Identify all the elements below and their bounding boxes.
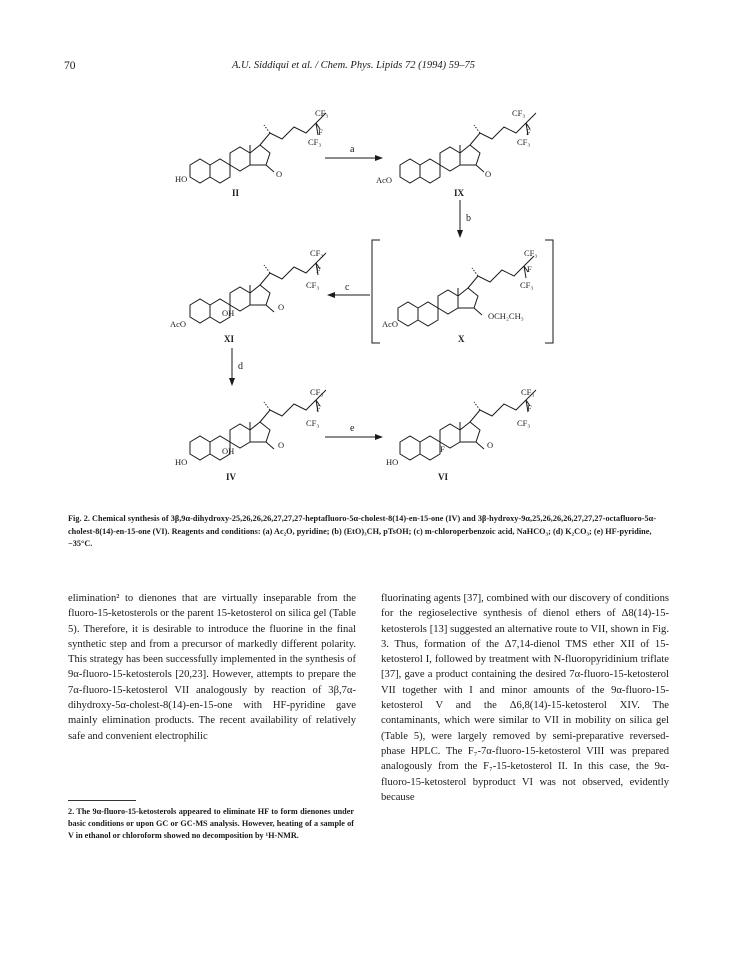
svg-text:CF₃: CF₃ xyxy=(517,418,531,428)
compound-IX-structure xyxy=(376,108,536,198)
body-left-column xyxy=(68,591,356,744)
svg-text:F: F xyxy=(316,265,321,275)
svg-text:CF₃: CF₃ xyxy=(521,387,535,397)
svg-text:d: d xyxy=(238,361,243,372)
svg-text:c: c xyxy=(345,282,350,293)
svg-text:CF₃: CF₃ xyxy=(310,387,324,397)
reaction-scheme xyxy=(0,95,731,495)
svg-text:O: O xyxy=(276,169,283,179)
footnote: 2. The 9α-fluoro-15-ketosterols appeared to eliminate HF to form dienones under basic conditions or upon GC or GC-MS analysis. However, heating of a sample of V in ethanol or chloroform showed no decomposition by ¹H-NMR. xyxy=(68,807,354,841)
svg-text:CF₃: CF₃ xyxy=(520,280,534,290)
svg-text:HO: HO xyxy=(175,174,188,184)
svg-text:CF₃: CF₃ xyxy=(524,248,538,258)
svg-text:CF₃: CF₃ xyxy=(308,137,322,147)
svg-text:b: b xyxy=(466,213,471,224)
svg-text:e: e xyxy=(350,423,355,434)
svg-text:OCH₂CH₃: OCH₂CH₃ xyxy=(488,311,524,321)
svg-text:a: a xyxy=(350,144,355,155)
body-paragraph: fluorinating agents [37], combined with our discovery of conditions for the regioselective synthesis of dienol ethers of Δ8(14)-15-ketosterols [13] suggested an alternative route to VII, shown in Fig. 3. Thus, formation of the Δ7,14-dienol TMS ether XII of 15-ketosterol I, followed by treatment with N-fluoropyridinium triflate [37], gave a product containing the desired 7α-fluoro-15-ketosterol VII together with I and minor amounts of the 9α-fluoro-15-ketosterol V and the Δ6,8(14)-15-ketosterol XIV. The contaminants, which were similar to VII in mobility on silica gel (Table 5), were largely removed by semi-preparative reversed-phase HPLC. The F₇-7α-fluoro-15-ketosterol VIII was prepared analogously from the F₇-15-ketosterol II. In this case, the 9α-fluoro-15-ketosterol byproduct VI was not observed, evidently because xyxy=(381,593,669,803)
svg-text:AcO: AcO xyxy=(376,175,393,185)
svg-text:F: F xyxy=(527,403,532,413)
svg-text:CF₃: CF₃ xyxy=(306,280,320,290)
svg-text:F: F xyxy=(318,127,323,137)
svg-text:CF₃: CF₃ xyxy=(512,108,526,118)
page-number: 70 xyxy=(64,60,76,72)
svg-text:O: O xyxy=(485,169,492,179)
svg-text:AcO: AcO xyxy=(170,319,187,329)
svg-text:HO: HO xyxy=(386,457,399,467)
svg-text:F: F xyxy=(440,444,445,454)
compound-VI-structure xyxy=(386,387,536,482)
compound-IV-structure xyxy=(175,387,326,482)
svg-text:VI: VI xyxy=(438,472,449,482)
svg-text:IV: IV xyxy=(226,472,237,482)
running-head: A.U. Siddiqui et al. / Chem. Phys. Lipids 72 (1994) 59–75 xyxy=(232,60,475,71)
svg-text:F: F xyxy=(526,127,531,137)
svg-text:OH: OH xyxy=(222,308,235,318)
compound-X-structure xyxy=(372,240,553,344)
svg-text:CF₃: CF₃ xyxy=(310,248,324,258)
svg-text:AcO: AcO xyxy=(382,319,399,329)
figure-caption: Fig. 2. Chemical synthesis of 3β,9α-dihydroxy-25,26,26,26,27,27,27-heptafluoro-5α-cholest-8(14)-en-15-one (IV) and 3β-hydroxy-9α,25,26,26,26,27,27,27-octafluoro-5α-cholest-8(14)-en-15-one (VI). Reagents and conditions: (a) Ac₂O, pyridine; (b) (EtO)₃CH, pTsOH; (c) m-chloroperbenzoic acid, NaHCO₃; (d) K₂CO₃; (e) HF-pyridine, −35°C. xyxy=(68,514,657,548)
svg-text:CF₃: CF₃ xyxy=(517,137,531,147)
svg-text:CF₃: CF₃ xyxy=(306,418,320,428)
svg-text:XI: XI xyxy=(224,334,235,344)
svg-text:O: O xyxy=(278,302,285,312)
svg-text:F: F xyxy=(527,264,532,274)
svg-text:O: O xyxy=(278,440,285,450)
svg-text:IX: IX xyxy=(454,188,465,198)
svg-text:HO: HO xyxy=(175,457,188,467)
svg-text:O: O xyxy=(487,440,494,450)
compound-XI-structure xyxy=(170,248,326,344)
svg-text:CF₃: CF₃ xyxy=(315,108,329,118)
svg-text:F: F xyxy=(316,403,321,413)
body-paragraph: elimination² to dienones that are virtually inseparable from the fluoro-15-ketosterols or the parent 15-ketosterol on silica gel (Table 5). Therefore, it is desirable to introduce the fluorine in the final synthetic step and from a precursor of markedly different polarity. This strategy has been successfully implemented in the synthesis of 9α-fluoro-15-ketosterols [20,23]. However, attempts to prepare the 7α-fluoro-15-ketosterol VII analogously by reaction of 3β,7α-dihydroxy-5α-cholest-8(14)-en-15-one with HF-pyridine gave mainly elimination products. The recent availability of relatively safe and convenient electrophilic xyxy=(68,593,356,742)
svg-text:X: X xyxy=(458,334,465,344)
svg-text:OH: OH xyxy=(222,446,235,456)
compound-II-structure xyxy=(175,108,328,198)
footnote-rule xyxy=(68,800,136,801)
body-right-column xyxy=(381,591,669,805)
svg-text:II: II xyxy=(232,188,240,198)
